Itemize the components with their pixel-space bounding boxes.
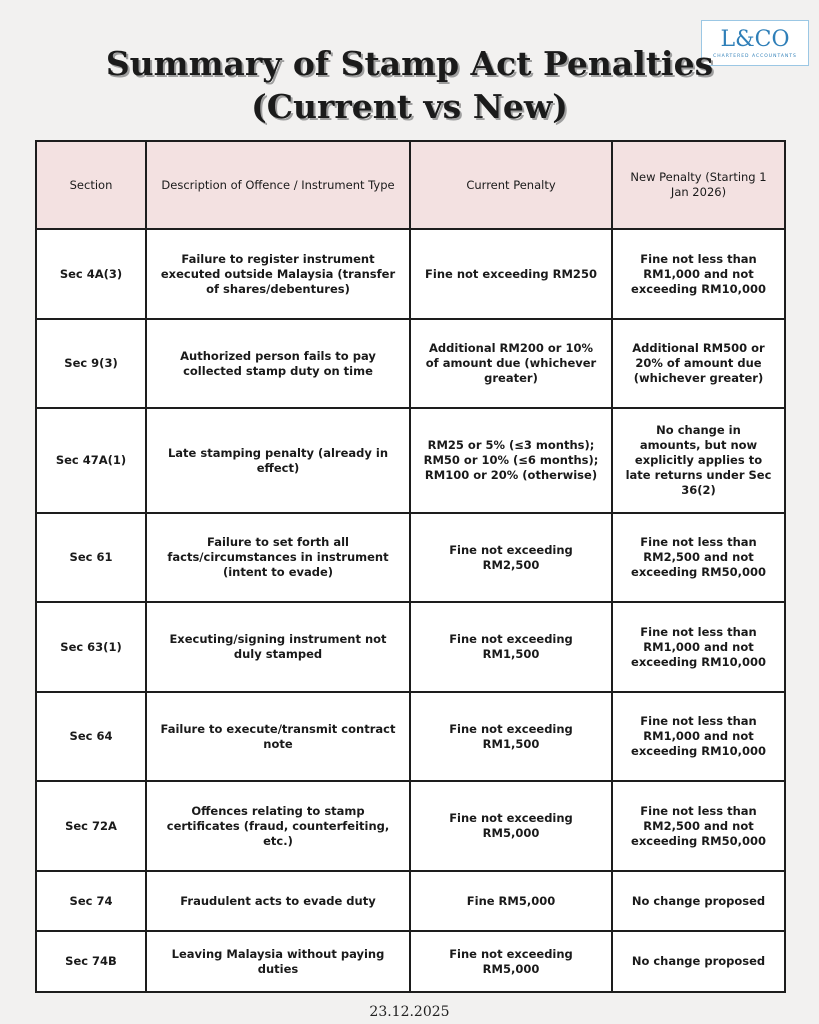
cell-current-penalty: Fine not exceeding RM1,500 [410, 692, 612, 781]
cell-new-penalty: Fine not less than RM2,500 and not exceeding RM50,000 [612, 513, 785, 602]
cell-section: Sec 74 [36, 871, 146, 931]
table-row [36, 602, 785, 692]
cell-current-penalty: Fine RM5,000 [410, 871, 612, 931]
cell-section: Sec 74B [36, 931, 146, 992]
cell-description: Offences relating to stamp certificates (fraud, counterfeiting, etc.) [146, 781, 410, 871]
cell-description: Executing/signing instrument not duly stamped [146, 602, 410, 692]
cell-section: Sec 4A(3) [36, 229, 146, 319]
cell-new-penalty: No change in amounts, but now explicitly applies to late returns under Sec 36(2) [612, 408, 785, 513]
title-line-2: (Current vs New) [251, 87, 568, 126]
header-description: Description of Offence / Instrument Type [146, 141, 410, 229]
cell-section: Sec 9(3) [36, 319, 146, 408]
penalties-table [35, 140, 786, 993]
page-title [0, 42, 819, 128]
cell-description: Late stamping penalty (already in effect) [146, 408, 410, 513]
cell-current-penalty: Fine not exceeding RM5,000 [410, 931, 612, 992]
cell-description: Failure to execute/transmit contract note [146, 692, 410, 781]
cell-new-penalty: No change proposed [612, 871, 785, 931]
logo-text: L&CO [720, 26, 790, 52]
title-line-1: Summary of Stamp Act Penalties [105, 44, 714, 83]
cell-section: Sec 64 [36, 692, 146, 781]
header-section: Section [36, 141, 146, 229]
cell-new-penalty: Fine not less than RM2,500 and not exceeding RM50,000 [612, 781, 785, 871]
cell-new-penalty: Additional RM500 or 20% of amount due (whichever greater) [612, 319, 785, 408]
cell-current-penalty: Fine not exceeding RM1,500 [410, 602, 612, 692]
logo-subtitle: CHARTERED ACCOUNTANTS [713, 53, 797, 59]
cell-current-penalty: Fine not exceeding RM2,500 [410, 513, 612, 602]
table-header-row [36, 141, 785, 229]
table-row [36, 319, 785, 408]
cell-current-penalty: Fine not exceeding RM250 [410, 229, 612, 319]
cell-new-penalty: Fine not less than RM1,000 and not exceeding RM10,000 [612, 229, 785, 319]
cell-current-penalty: RM25 or 5% (≤3 months); RM50 or 10% (≤6 months); RM100 or 20% (otherwise) [410, 408, 612, 513]
cell-section: Sec 72A [36, 781, 146, 871]
table-row [36, 931, 785, 992]
table-row [36, 513, 785, 602]
cell-description: Failure to set forth all facts/circumstances in instrument (intent to evade) [146, 513, 410, 602]
cell-section: Sec 63(1) [36, 602, 146, 692]
cell-description: Failure to register instrument executed outside Malaysia (transfer of shares/debentures) [146, 229, 410, 319]
table-row [36, 692, 785, 781]
cell-section: Sec 47A(1) [36, 408, 146, 513]
cell-new-penalty: No change proposed [612, 931, 785, 992]
header-current-penalty: Current Penalty [410, 141, 612, 229]
cell-new-penalty: Fine not less than RM1,000 and not exceeding RM10,000 [612, 602, 785, 692]
cell-description: Fraudulent acts to evade duty [146, 871, 410, 931]
cell-description: Authorized person fails to pay collected stamp duty on time [146, 319, 410, 408]
table-row [36, 408, 785, 513]
cell-section: Sec 61 [36, 513, 146, 602]
table-row [36, 871, 785, 931]
table-row [36, 781, 785, 871]
table-row [36, 229, 785, 319]
cell-current-penalty: Additional RM200 or 10% of amount due (whichever greater) [410, 319, 612, 408]
cell-new-penalty: Fine not less than RM1,000 and not exceeding RM10,000 [612, 692, 785, 781]
footer-date: 23.12.2025 [369, 1004, 450, 1020]
cell-description: Leaving Malaysia without paying duties [146, 931, 410, 992]
cell-current-penalty: Fine not exceeding RM5,000 [410, 781, 612, 871]
header-new-penalty: New Penalty (Starting 1 Jan 2026) [612, 141, 785, 229]
